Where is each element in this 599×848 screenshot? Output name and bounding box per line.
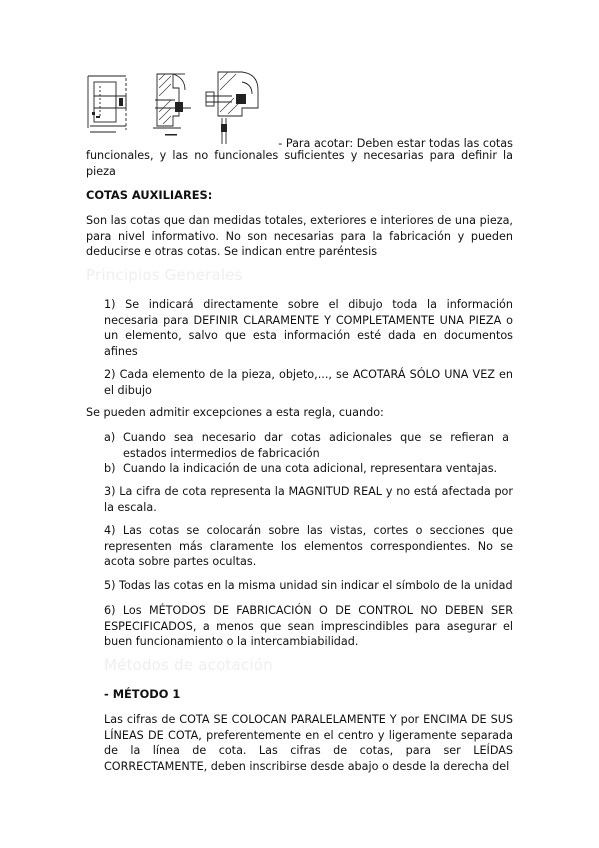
para-acotar-text: funcionales, y las no funcionales suficientes y necesarias para definir la pieza [86, 149, 513, 178]
principio-item-1: 1) Se indicará directamente sobre el dibujo toda la información necesaria para DEFINIR CLARAMENTE Y COMPLETAMENTE UNA PIEZA o un elemento, salvo que esta información esté dada en documentos afines [104, 298, 513, 358]
sectioned-part-drawing [151, 68, 197, 140]
cotas-auxiliares-body: Son las cotas que dan medidas totales, exteriores e interiores de una pieza, para nivel informativo. No son necesarias para la fabricación y pueden deducirse e otras cotas. Se indican entre paréntesis [86, 214, 513, 259]
bolted-part-drawing [202, 68, 264, 146]
list-marker: a) [104, 431, 116, 444]
list-marker: b) [104, 462, 116, 475]
dimensioned-part-drawing [86, 68, 132, 138]
principio-item-5: 5) Todas las cotas en la misma unidad sin indicar el símbolo de la unidad [104, 579, 513, 592]
metodos-heading: Métodos de acotación [104, 656, 273, 674]
principio-item-4: 4) Las cotas se colocarán sobre las vistas, cortes o secciones que representen más claramente los elementos correspondientes. No se acota sobre partes ocultas. [104, 524, 513, 569]
cotas-auxiliares-heading: COTAS AUXILIARES: [86, 188, 213, 202]
metodo-1-body: Las cifras de COTA SE COLOCAN PARALELAMENTE Y por ENCIMA DE SUS LÍNEAS DE COTA, preferentemente en el centro y ligeramente separada de la línea de cota. Las cifras de cotas, para ser LEÍDAS CORRECTAMENTE, deben inscribirse desde abajo o desde la derecha del [104, 713, 513, 773]
exceptions-intro: Se pueden admitir excepciones a esta regla, cuando: [86, 406, 384, 419]
principio-item-6: 6) Los MÉTODOS DE FABRICACIÓN O DE CONTROL NO DEBEN SER ESPECIFICADOS, a menos que sean imprescindibles para asegurar el buen funcionamiento o la intercambiabilidad. [104, 604, 513, 649]
principio-item-3: 3) La cifra de cota representa la MAGNITUD REAL y no está afectada por la escala. [104, 485, 513, 514]
principios-heading: Principios Generales [86, 266, 243, 284]
principio-item-2: 2) Cada elemento de la pieza, objeto,..., se ACOTARÁ SÓLO UNA VEZ en el dibujo [104, 368, 513, 397]
figure-caption: - Para acotar: Deben estar todas las cotas [278, 137, 513, 150]
exception-b-text: Cuando la indicación de una cota adicional, representara ventajas. [123, 462, 498, 475]
metodo-1-heading: - MÉTODO 1 [104, 687, 181, 701]
exception-a-text: Cuando sea necesario dar cotas adicionales que se refieran a estados intermedios de fabricación [123, 431, 509, 460]
